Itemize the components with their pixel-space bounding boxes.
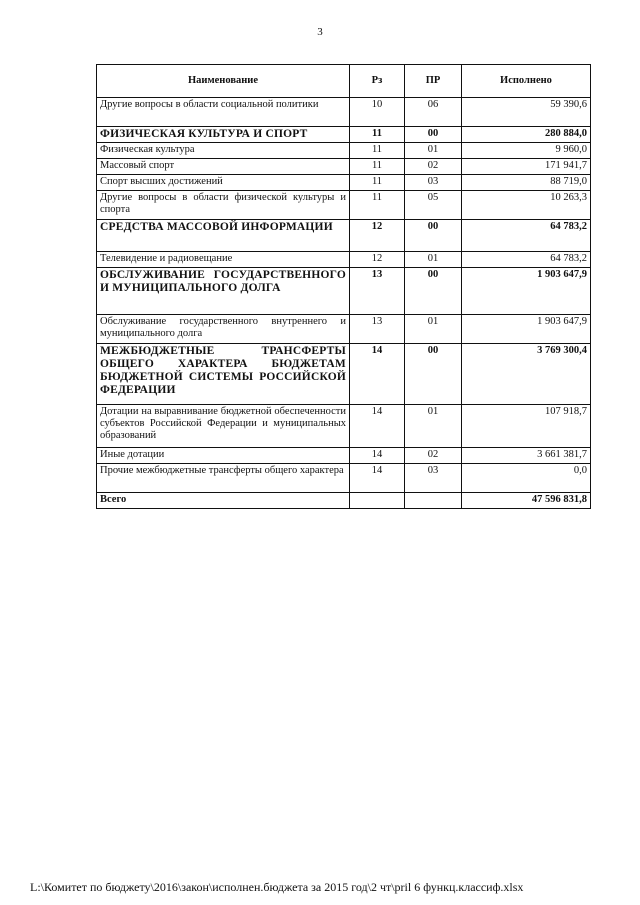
row-amount: 88 719,0 [462, 175, 591, 191]
row-name: ФИЗИЧЕСКАЯ КУЛЬТУРА И СПОРТ [97, 127, 350, 143]
table-row [97, 448, 591, 464]
row-amount: 1 903 647,9 [462, 315, 591, 344]
table-header-row [97, 65, 591, 98]
row-name: МЕЖБЮДЖЕТНЫЕ ТРАНСФЕРТЫ ОБЩЕГО ХАРАКТЕРА БЮДЖЕТАМ БЮДЖЕТНОЙ СИСТЕМЫ РОССИЙСКОЙ ФЕДЕРАЦИИ [97, 344, 350, 405]
row-pr [405, 493, 462, 509]
row-rz: 13 [350, 315, 405, 344]
row-name: ОБСЛУЖИВАНИЕ ГОСУДАРСТВЕННОГО И МУНИЦИПАЛЬНОГО ДОЛГА [97, 268, 350, 315]
row-name: Дотации на выравнивание бюджетной обеспеченности субъектов Российской Федерации и муниципальных образований [97, 405, 350, 448]
table-row [97, 159, 591, 175]
page-number: 3 [317, 26, 323, 38]
row-amount: 64 783,2 [462, 220, 591, 252]
row-name: Физическая культура [97, 143, 350, 159]
table-total-row [97, 493, 591, 509]
table-row [97, 268, 591, 315]
header-name: Наименование [97, 65, 350, 98]
row-pr: 02 [405, 448, 462, 464]
row-pr: 02 [405, 159, 462, 175]
row-amount: 9 960,0 [462, 143, 591, 159]
row-name: Другие вопросы в области физической культуры и спорта [97, 191, 350, 220]
table-row [97, 191, 591, 220]
row-rz: 11 [350, 159, 405, 175]
file-path-footer: L:\Комитет по бюджету\2016\закон\исполнен.бюджета за 2015 год\2 чт\pril 6 функц.классиф.xlsx [30, 880, 524, 894]
row-pr: 01 [405, 143, 462, 159]
header-pr: ПР [405, 65, 462, 98]
row-amount: 1 903 647,9 [462, 268, 591, 315]
row-rz: 14 [350, 448, 405, 464]
row-amount: 64 783,2 [462, 252, 591, 268]
row-amount: 280 884,0 [462, 127, 591, 143]
budget-execution-table [96, 64, 591, 509]
table-row [97, 464, 591, 493]
row-rz: 12 [350, 220, 405, 252]
row-name: Другие вопросы в области социальной политики [97, 98, 350, 127]
header-executed: Исполнено [462, 65, 591, 98]
row-name: Обслуживание государственного внутреннего и муниципального долга [97, 315, 350, 344]
row-pr: 00 [405, 344, 462, 405]
row-amount: 0,0 [462, 464, 591, 493]
row-amount: 3 661 381,7 [462, 448, 591, 464]
table-row [97, 220, 591, 252]
row-name: Телевидение и радиовещание [97, 252, 350, 268]
row-rz: 14 [350, 405, 405, 448]
row-pr: 03 [405, 175, 462, 191]
row-rz: 11 [350, 191, 405, 220]
row-rz: 11 [350, 127, 405, 143]
row-pr: 01 [405, 315, 462, 344]
row-pr: 05 [405, 191, 462, 220]
row-pr: 03 [405, 464, 462, 493]
row-pr: 00 [405, 220, 462, 252]
table-row [97, 143, 591, 159]
row-rz: 12 [350, 252, 405, 268]
row-name: Спорт высших достижений [97, 175, 350, 191]
row-rz: 11 [350, 143, 405, 159]
row-rz: 11 [350, 175, 405, 191]
row-pr: 01 [405, 252, 462, 268]
header-rz: Рз [350, 65, 405, 98]
row-pr: 00 [405, 268, 462, 315]
table-row [97, 175, 591, 191]
row-amount: 10 263,3 [462, 191, 591, 220]
row-amount: 171 941,7 [462, 159, 591, 175]
row-name: Иные дотации [97, 448, 350, 464]
table-row [97, 127, 591, 143]
row-name: Массовый спорт [97, 159, 350, 175]
row-amount: 59 390,6 [462, 98, 591, 127]
row-pr: 00 [405, 127, 462, 143]
row-pr: 01 [405, 405, 462, 448]
row-rz: 14 [350, 344, 405, 405]
row-rz: 14 [350, 464, 405, 493]
table-row [97, 315, 591, 344]
row-amount: 3 769 300,4 [462, 344, 591, 405]
row-amount: 107 918,7 [462, 405, 591, 448]
row-pr: 06 [405, 98, 462, 127]
row-rz: 13 [350, 268, 405, 315]
table-row [97, 344, 591, 405]
table-row [97, 405, 591, 448]
total-amount: 47 596 831,8 [462, 493, 591, 509]
row-name: СРЕДСТВА МАССОВОЙ ИНФОРМАЦИИ [97, 220, 350, 252]
table-row [97, 98, 591, 127]
total-label: Всего [97, 493, 350, 509]
table-row [97, 252, 591, 268]
row-rz [350, 493, 405, 509]
row-rz: 10 [350, 98, 405, 127]
row-name: Прочие межбюджетные трансферты общего характера [97, 464, 350, 493]
